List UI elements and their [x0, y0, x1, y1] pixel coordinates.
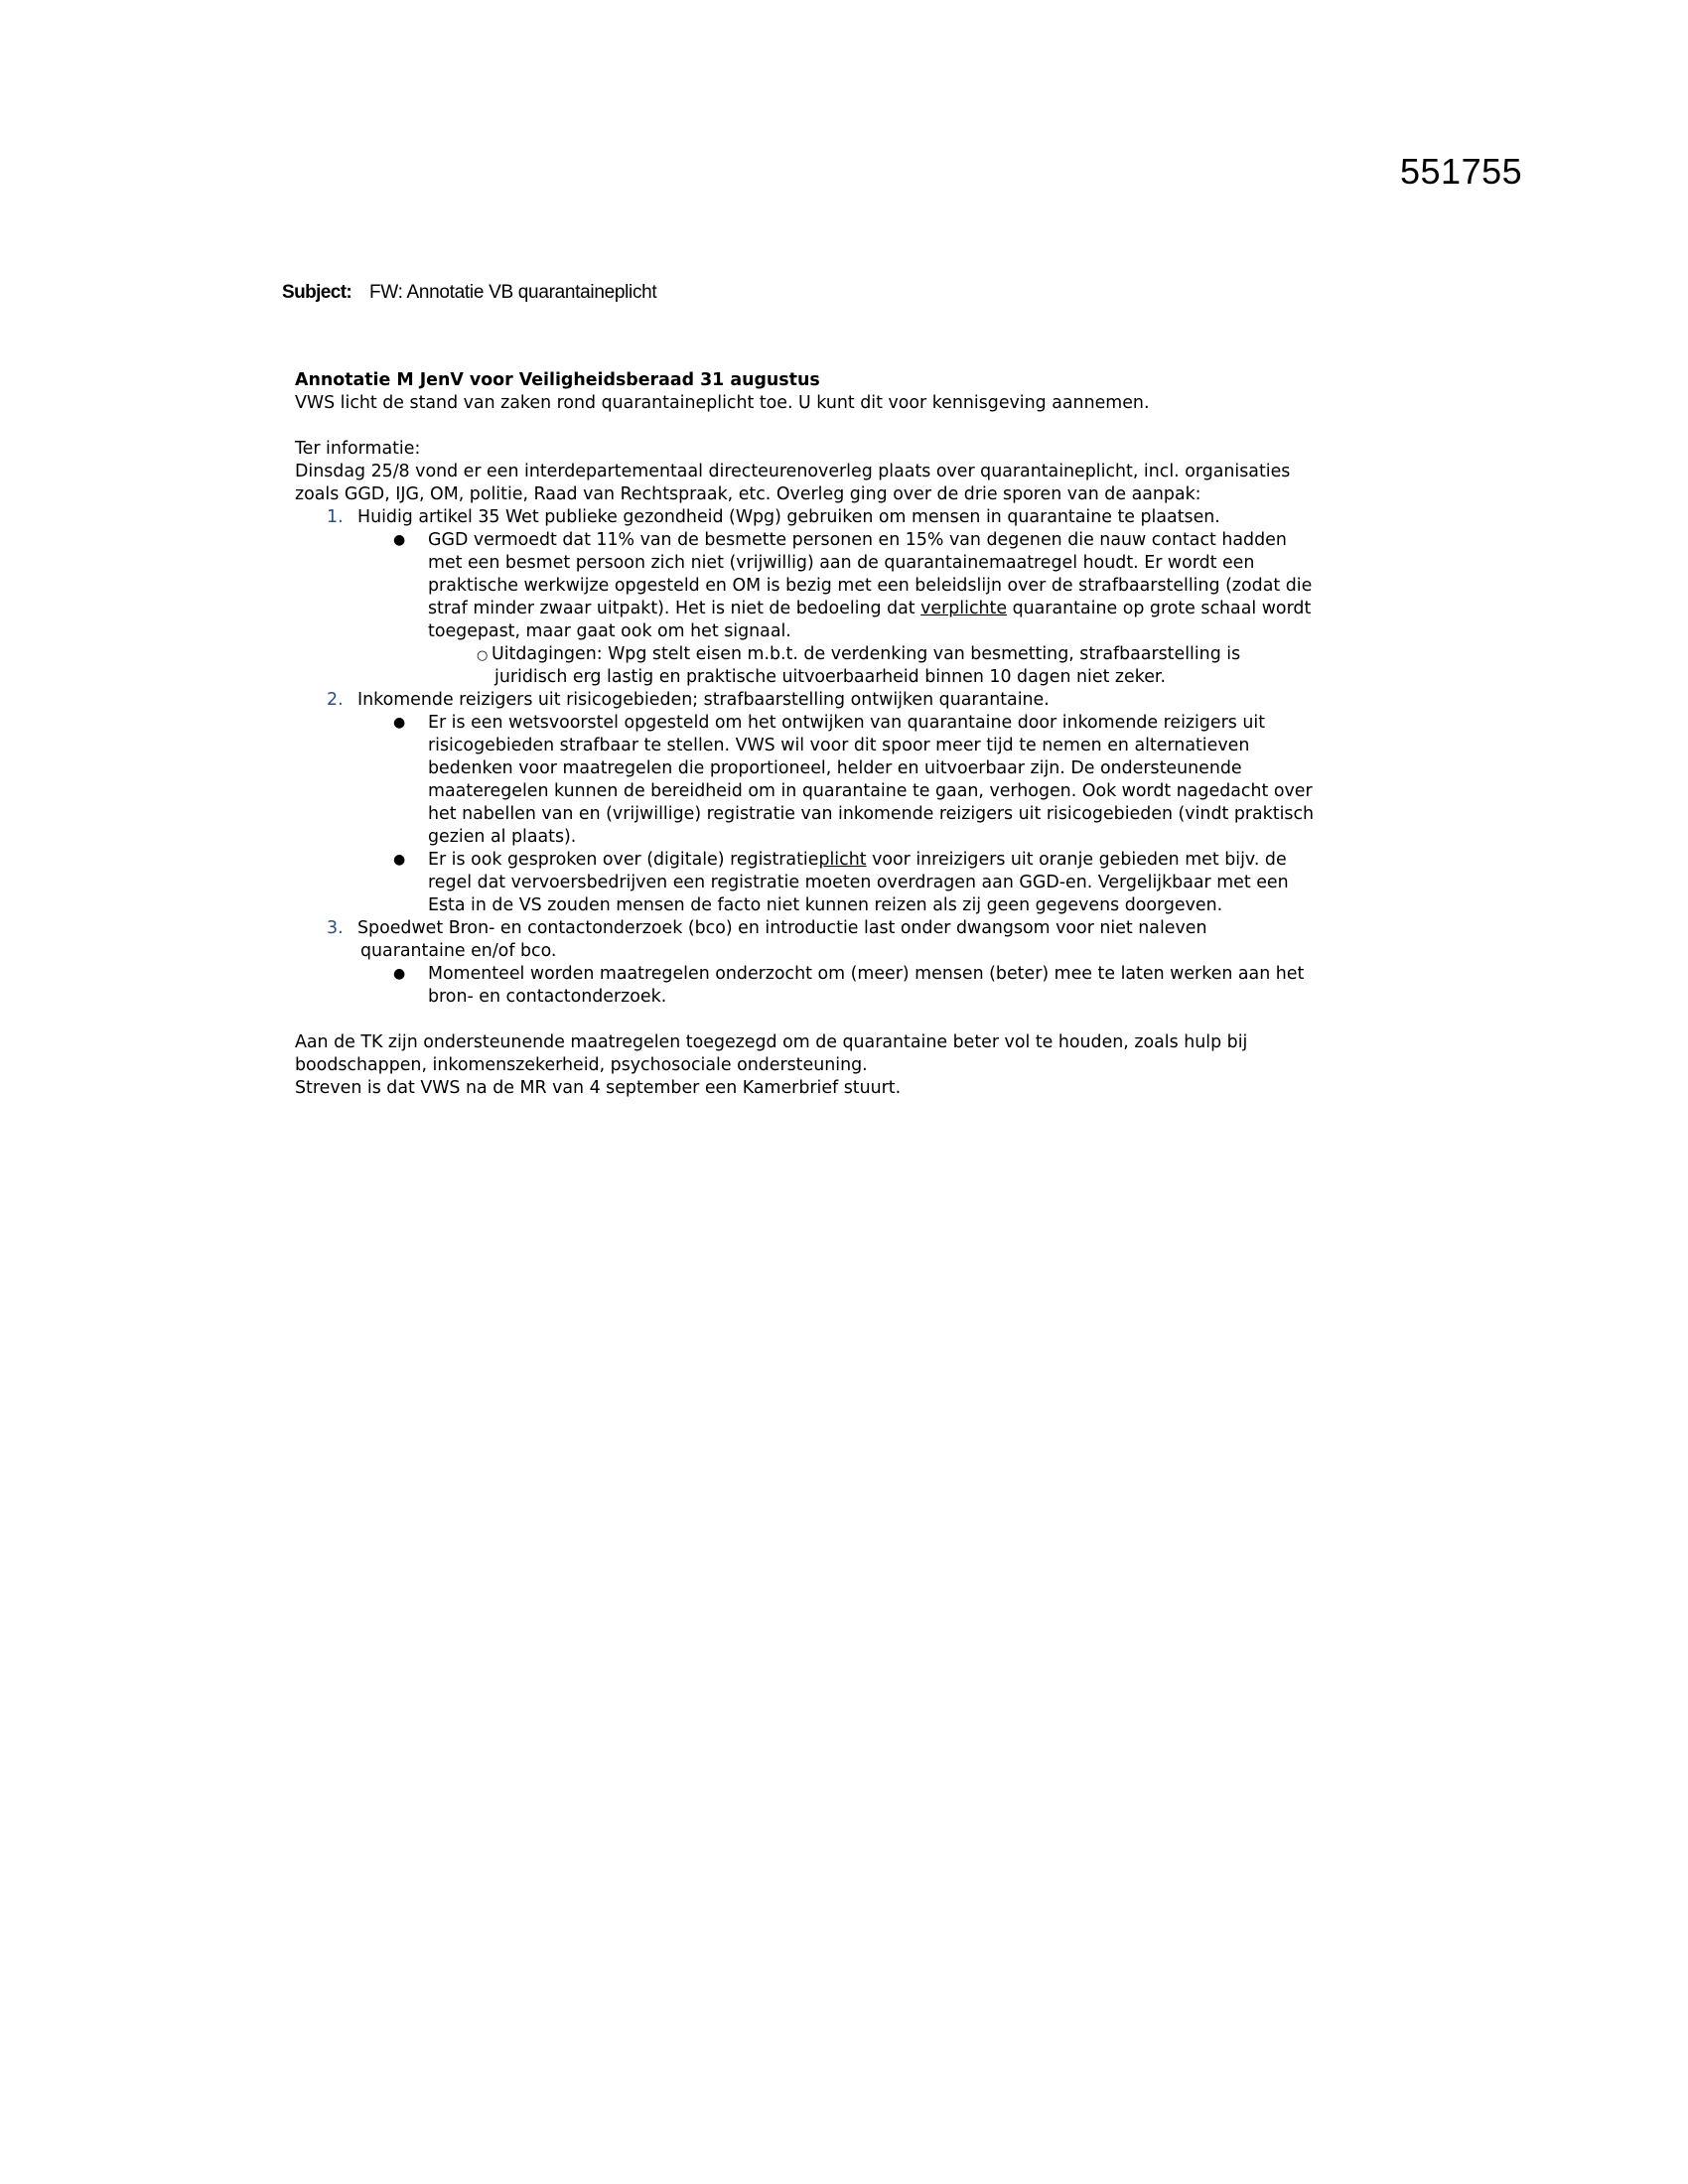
- closing-text: Streven is dat VWS na de MR van 4 september een Kamerbrief stuurt.: [295, 1078, 902, 1098]
- closing-text: Aan de TK zijn ondersteunende maatregelen toegezegd om de quarantaine beter vol te houden, zoals hulp bij: [295, 1032, 1248, 1052]
- bullet-text: [295, 598, 1407, 620]
- annotation-heading: Annotatie M JenV voor Veiligheidsberaad 31 augustus: [295, 370, 820, 390]
- sub-bullet-item: [295, 643, 1407, 666]
- bullet-text-part: straf minder zwaar uitpakt). Het is niet de bedoeling dat: [428, 599, 921, 618]
- closing-text: boodschappen, inkomenszekerheid, psychosociale ondersteuning.: [295, 1055, 868, 1075]
- subject-line: [282, 282, 656, 304]
- bullet-text: GGD vermoedt dat 11% van de besmette personen en 15% van degenen die nauw contact hadden: [428, 530, 1287, 550]
- bullet-text: risicogebieden strafbaar te stellen. VWS wil voor dit spoor meer tijd te nemen en alternatieven: [428, 736, 1250, 755]
- underlined-word: verplichte: [920, 599, 1008, 618]
- bullet-icon: ●: [393, 715, 406, 731]
- bullet-item: [295, 963, 1407, 986]
- email-body: [295, 369, 1407, 1100]
- bullet-text-part: Er is ook gesproken over (digitale) registratie: [428, 850, 819, 870]
- list-item-3: [295, 917, 1407, 940]
- subject-label: Subject:: [282, 282, 352, 303]
- info-label: Ter informatie:: [295, 439, 421, 459]
- list-item-text: Spoedwet Bron- en contactonderzoek (bco) en introductie last onder dwangsom voor niet naleven: [357, 918, 1207, 938]
- document-number: 551755: [1400, 151, 1523, 192]
- info-text: Dinsdag 25/8 vond er een interdepartementaal directeurenoverleg plaats over quarantaineplicht, incl. organisaties: [295, 462, 1291, 481]
- list-number: 1.: [327, 507, 344, 527]
- bullet-text: bron- en contactonderzoek.: [428, 987, 667, 1007]
- bullet-text-part: quarantaine op grote schaal wordt: [1007, 599, 1312, 618]
- list-item-text: Huidig artikel 35 Wet publieke gezondheid (Wpg) gebruiken om mensen in quarantaine te plaatsen.: [357, 507, 1220, 527]
- bullet-text: toegepast, maar gaat ook om het signaal.: [428, 621, 791, 641]
- spacer: [295, 415, 1407, 438]
- bullet-item: [295, 529, 1407, 552]
- bullet-text: gezien al plaats).: [428, 827, 577, 847]
- subject-text: FW: Annotatie VB quarantaineplicht: [369, 282, 657, 303]
- bullet-text: praktische werkwijze opgesteld en OM is bezig met een beleidslijn over de strafbaarstelling (zodat die: [428, 576, 1313, 596]
- list-item-1: [295, 506, 1407, 529]
- info-text: zoals GGD, IJG, OM, politie, Raad van Rechtspraak, etc. Overleg ging over de drie sporen van de aanpak:: [295, 484, 1201, 504]
- list-number: 2.: [327, 690, 344, 710]
- bullet-text: met een besmet persoon zich niet (vrijwillig) aan de quarantainemaatregel houdt. Er wordt een: [428, 553, 1255, 573]
- list-item-text: quarantaine en/of bco.: [360, 941, 557, 961]
- intro-text: VWS licht de stand van zaken rond quarantaineplicht toe. U kunt dit voor kennisgeving aannemen.: [295, 393, 1150, 413]
- bullet-icon: ●: [393, 852, 406, 868]
- bullet-icon: ●: [393, 532, 406, 548]
- bullet-text: Momenteel worden maatregelen onderzocht om (meer) mensen (beter) mee te laten werken aan het: [428, 964, 1305, 984]
- bullet-text: regel dat vervoersbedrijven een registratie moeten overdragen aan GGD-en. Vergelijkbaar met een: [428, 873, 1289, 892]
- bullet-item: [295, 712, 1407, 735]
- bullet-text-part: voor inreizigers uit oranje gebieden met bijv. de: [866, 850, 1287, 870]
- underlined-word: plicht: [818, 850, 867, 870]
- list-item-2: [295, 689, 1407, 712]
- bullet-text: Er is een wetsvoorstel opgesteld om het ontwijken van quarantaine door inkomende reizigers uit: [428, 713, 1266, 733]
- sub-bullet-text: juridisch erg lastig en praktische uitvoerbaarheid binnen 10 dagen niet zeker.: [494, 667, 1166, 687]
- spacer: [295, 1009, 1407, 1031]
- circle-bullet-icon: ○: [477, 648, 489, 663]
- list-item-text: Inkomende reizigers uit risicogebieden; strafbaarstelling ontwijken quarantaine.: [357, 690, 1050, 710]
- sub-bullet-text: Uitdagingen: Wpg stelt eisen m.b.t. de verdenking van besmetting, strafbaarstelling is: [492, 644, 1241, 664]
- bullet-icon: ●: [393, 966, 406, 982]
- bullet-text: Esta in de VS zouden mensen de facto niet kunnen reizen als zij geen gegevens doorgeven.: [428, 895, 1223, 915]
- bullet-text: bedenken voor maatregelen die proportioneel, helder en uitvoerbaar zijn. De ondersteunende: [428, 758, 1242, 778]
- list-number: 3.: [327, 918, 344, 938]
- bullet-item: [295, 849, 1407, 872]
- bullet-text: maateregelen kunnen de bereidheid om in quarantaine te gaan, verhogen. Ook wordt nagedacht over: [428, 781, 1313, 801]
- bullet-text: het nabellen van en (vrijwillige) registratie van inkomende reizigers uit risicogebieden (vindt praktisch: [428, 804, 1315, 824]
